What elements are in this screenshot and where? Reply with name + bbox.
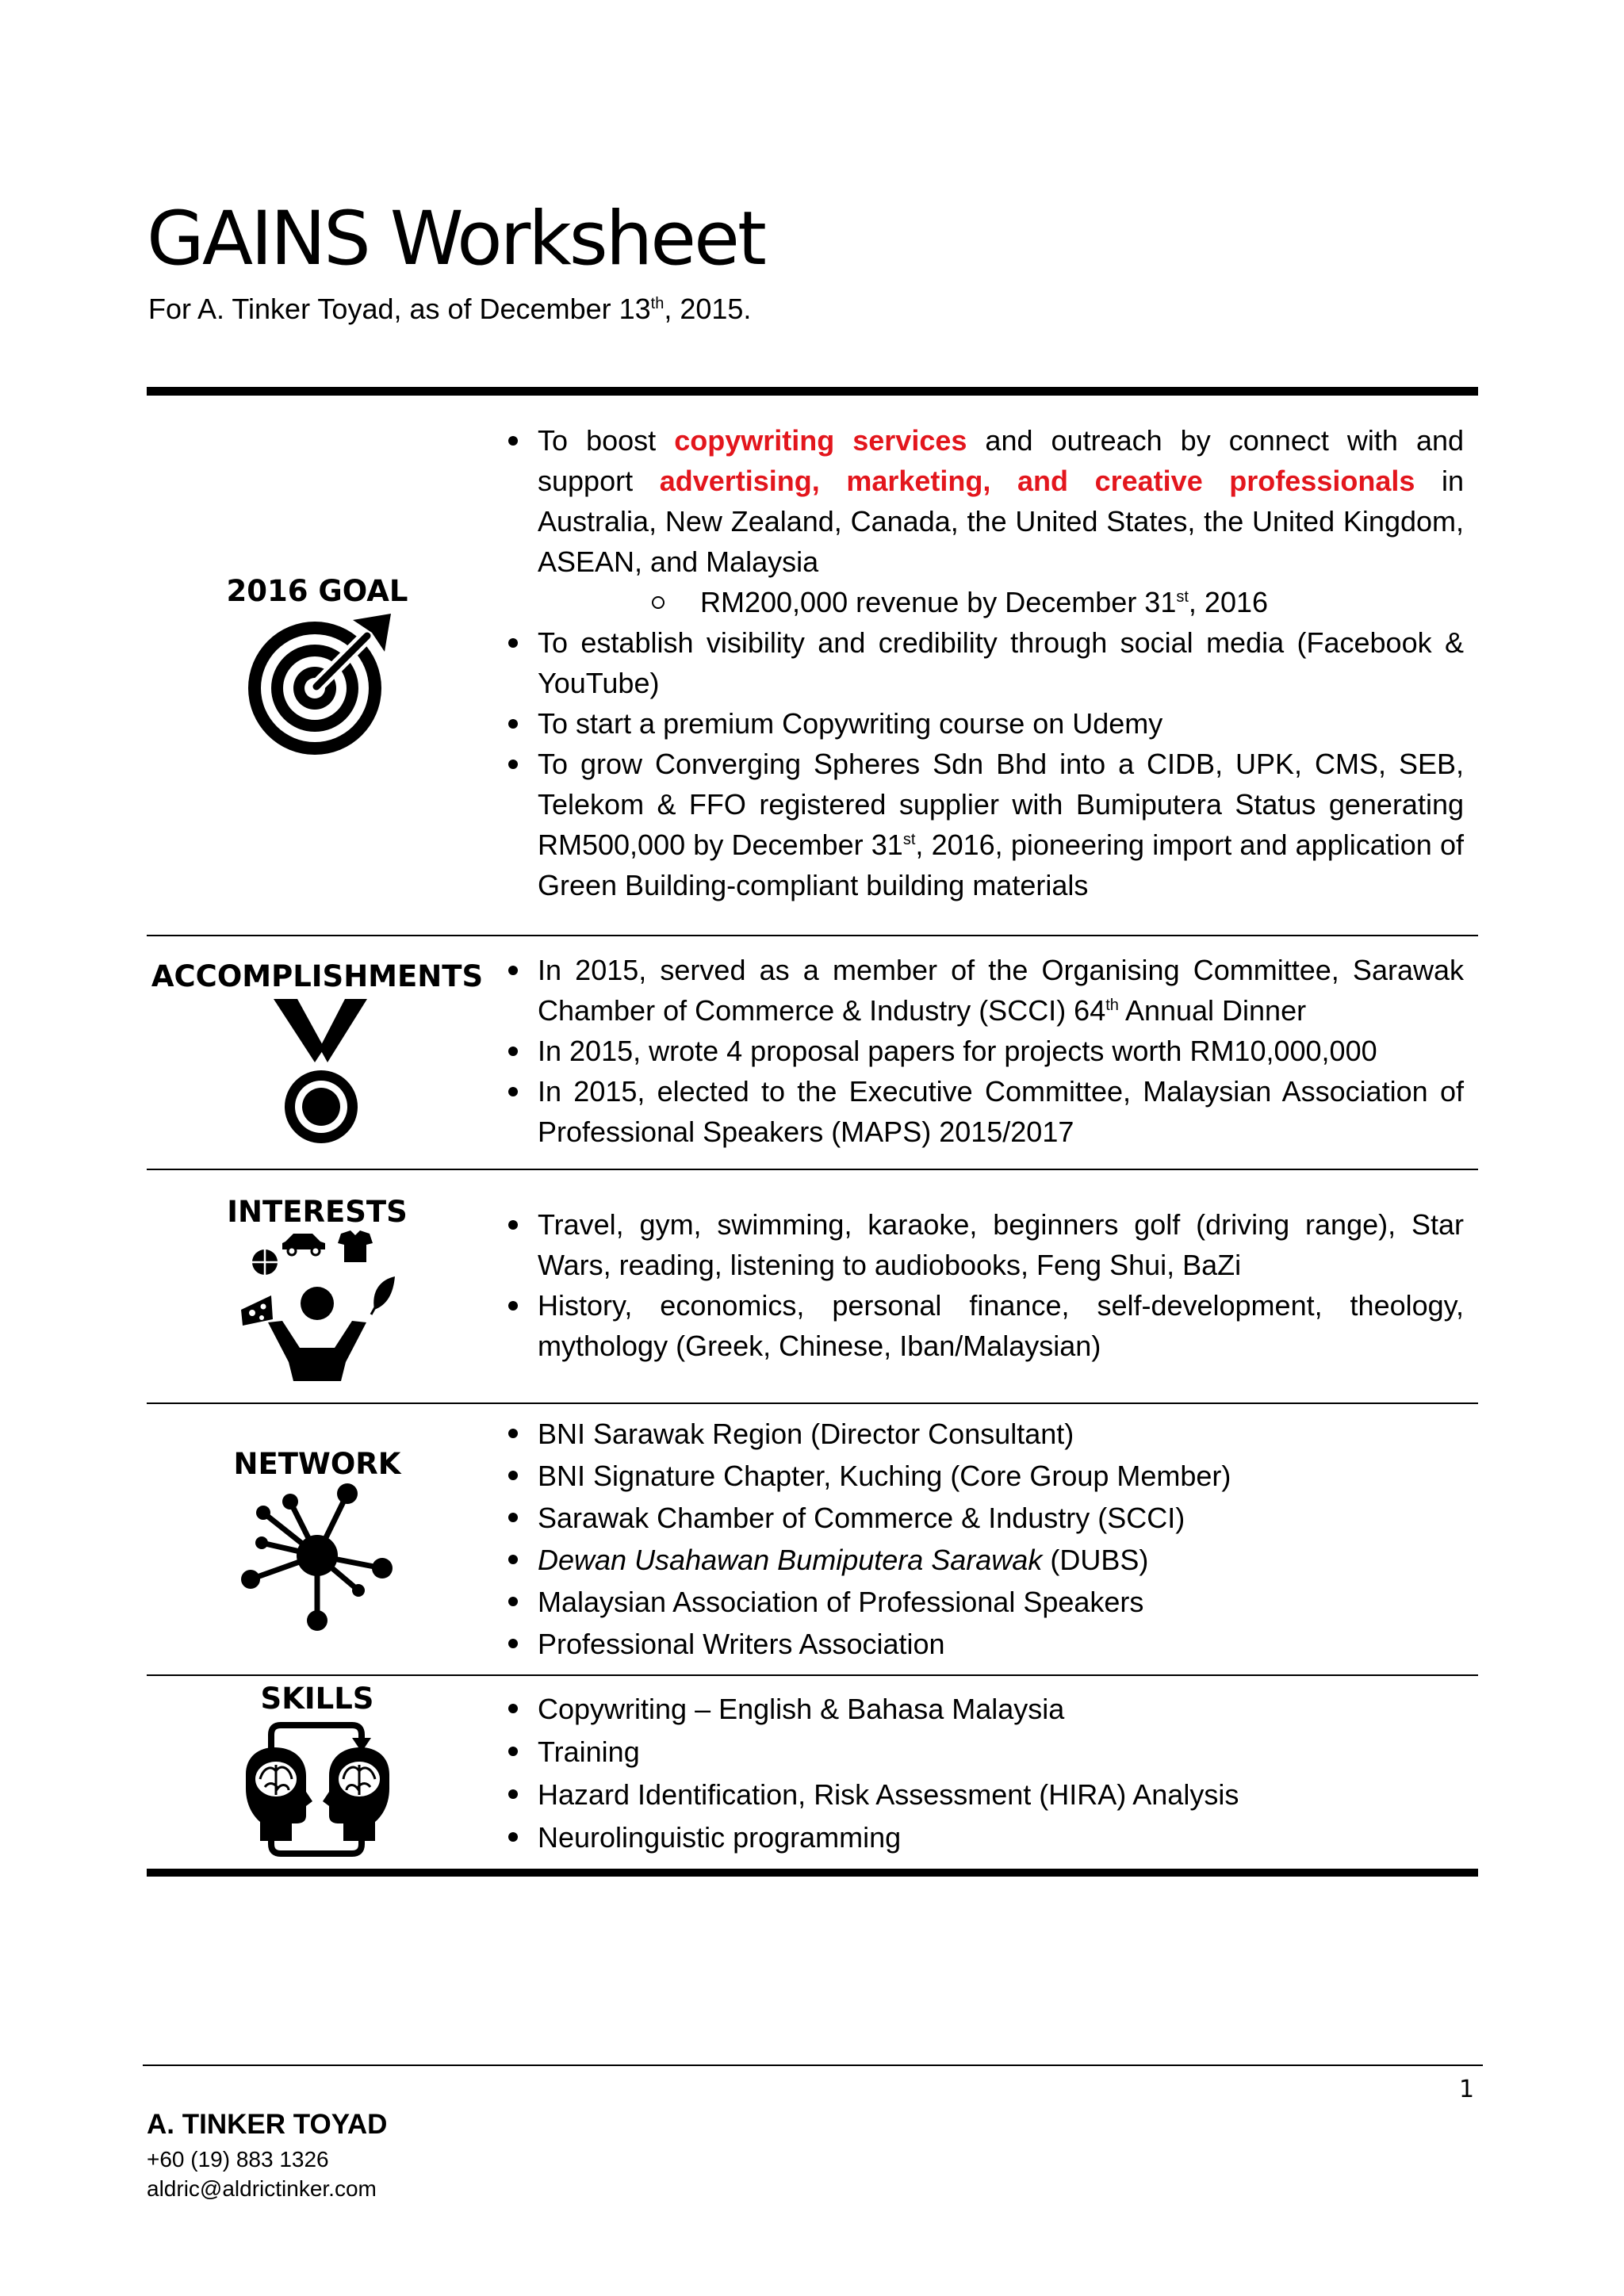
list-item: In 2015, wrote 4 proposal papers for projects worth RM10,000,000 <box>490 1031 1464 1071</box>
goal-label: 2016 GOAL <box>226 574 408 608</box>
list-item: To establish visibility and credibility through social media (Facebook & YouTube) <box>490 622 1464 703</box>
table-top-rule <box>147 387 1478 396</box>
list-item: In 2015, elected to the Executive Committee, Malaysian Association of Professional Speakers (MAPS) 2015/2017 <box>490 1071 1464 1152</box>
interests-list <box>490 1204 1464 1366</box>
list-item: To grow Converging Spheres Sdn Bhd into a CIDB, UPK, CMS, SEB, Telekom & FFO registered supplier with Bumiputera Status generating RM500,000 by December 31st, 2016, pioneering import and application of Green Building-compliant building materials <box>490 744 1464 905</box>
page-title: GAINS Worksheet <box>147 196 764 282</box>
skills-label: SKILLS <box>260 1682 374 1716</box>
list-item: Hazard Identification, Risk Assessment (HIRA) Analysis <box>490 1774 1464 1816</box>
list-item: Sarawak Chamber of Commerce & Industry (SCCI) <box>490 1497 1464 1539</box>
section-divider <box>147 935 1478 936</box>
list-item: To boost copywriting services and outreach by connect with and support advertising, marketing, and creative professionals in Australia, New Zealand, Canada, the United States, the United Kingdom, ASEAN, and Malaysia <box>490 420 1464 582</box>
footer-rule <box>143 2064 1483 2066</box>
list-item: BNI Signature Chapter, Kuching (Core Group Member) <box>490 1455 1464 1497</box>
footer-phone: +60 (19) 883 1326 <box>147 2147 329 2172</box>
network-list <box>490 1413 1464 1665</box>
network-nodes-icon <box>239 1483 398 1633</box>
list-item: RM200,000 revenue by December 31st, 2016 <box>490 582 1464 622</box>
list-item: Professional Writers Association <box>490 1623 1464 1665</box>
list-item: To start a premium Copywriting course on Udemy <box>490 703 1464 744</box>
list-item: In 2015, served as a member of the Organising Committee, Sarawak Chamber of Commerce & Industry (SCCI) 64th Annual Dinner <box>490 950 1464 1031</box>
list-item: Dewan Usahawan Bumiputera Sarawak (DUBS) <box>490 1539 1464 1581</box>
footer-name: A. TINKER TOYAD <box>147 2109 388 2140</box>
accomplishments-list <box>490 950 1464 1152</box>
list-item: Copywriting – English & Bahasa Malaysia <box>490 1688 1464 1731</box>
list-item: History, economics, personal finance, self-development, theology, mythology (Greek, Chinese, Iban/Malaysian) <box>490 1285 1464 1366</box>
list-item: Neurolinguistic programming <box>490 1816 1464 1859</box>
medal-icon <box>274 997 369 1148</box>
footer-email: aldric@aldrictinker.com <box>147 2176 377 2201</box>
list-item: BNI Sarawak Region (Director Consultant) <box>490 1413 1464 1455</box>
skills-list <box>490 1688 1464 1859</box>
juggling-person-icon <box>236 1227 399 1382</box>
page-number: 1 <box>1459 2076 1475 2103</box>
table-bottom-rule <box>147 1869 1478 1877</box>
list-item: Travel, gym, swimming, karaoke, beginners golf (driving range), Star Wars, reading, listening to audiobooks, Feng Shui, BaZi <box>490 1204 1464 1285</box>
goal-list <box>490 420 1464 905</box>
accomplishments-label: ACCOMPLISHMENTS <box>151 959 484 993</box>
section-divider <box>147 1674 1478 1676</box>
list-item: Training <box>490 1731 1464 1774</box>
interests-label: INTERESTS <box>227 1195 408 1229</box>
section-divider <box>147 1402 1478 1404</box>
brain-exchange-icon <box>236 1712 399 1867</box>
network-label: NETWORK <box>233 1447 401 1481</box>
list-item: Malaysian Association of Professional Speakers <box>490 1581 1464 1623</box>
target-icon <box>242 610 393 761</box>
section-divider <box>147 1169 1478 1170</box>
page-subtitle: For A. Tinker Toyad, as of December 13th, 2015. <box>148 293 752 325</box>
